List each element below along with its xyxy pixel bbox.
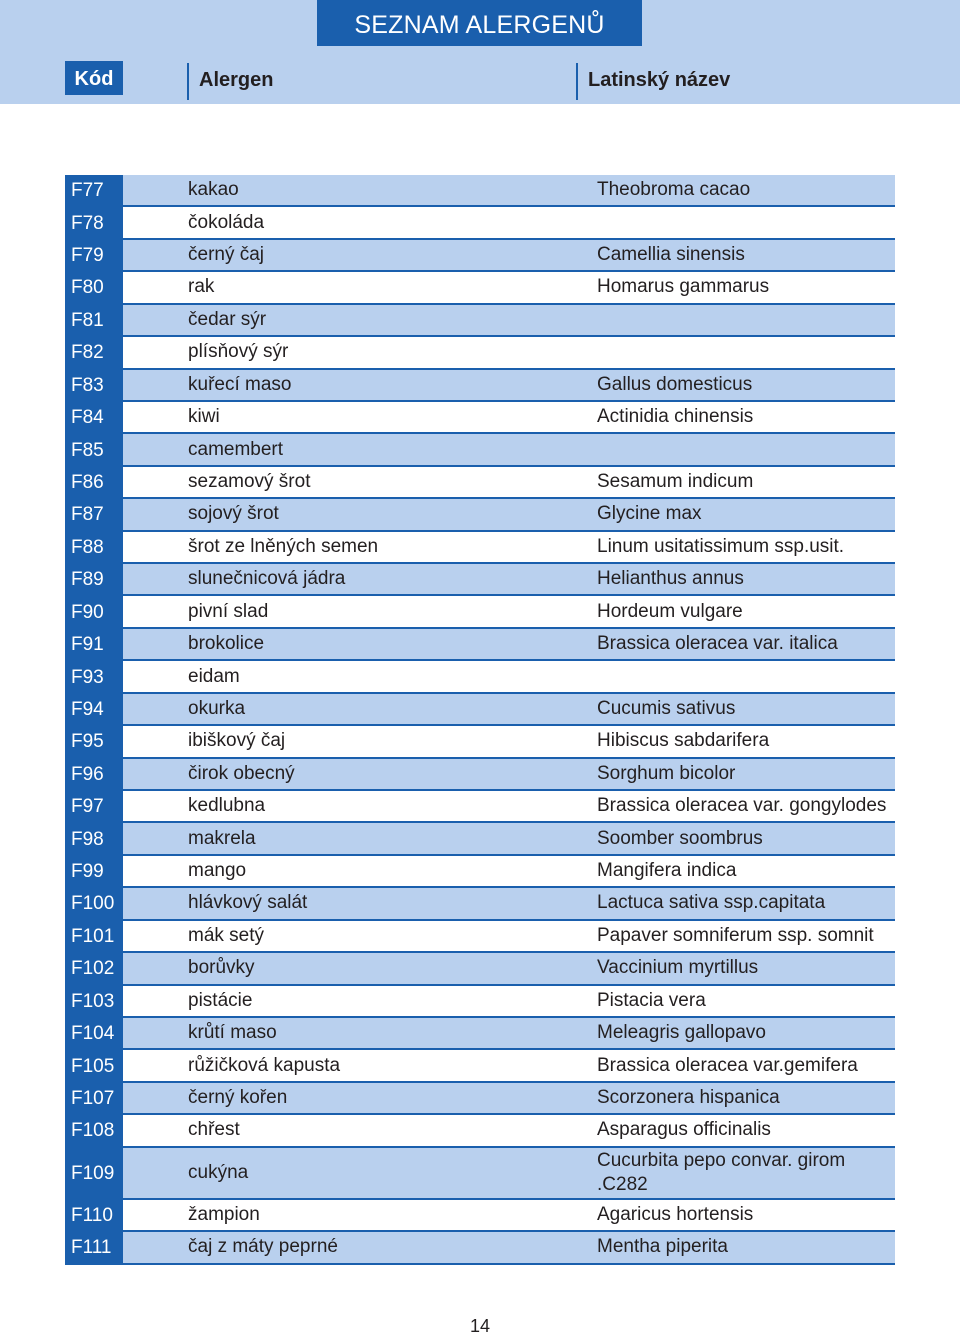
table-row xyxy=(65,629,895,661)
latin-name: Scorzonera hispanica xyxy=(597,1087,780,1109)
table-row xyxy=(65,370,895,402)
table-row xyxy=(65,467,895,499)
page-number: 14 xyxy=(469,1316,491,1336)
table-row xyxy=(65,726,895,758)
allergen-code: F103 xyxy=(65,986,123,1018)
latin-name: Glycine max xyxy=(597,503,702,525)
table-row xyxy=(65,337,895,369)
allergen-name: sezamový šrot xyxy=(188,471,311,492)
allergen-name: čirok obecný xyxy=(188,762,295,784)
allergen-name: růžičková kapusta xyxy=(188,1054,341,1076)
latin-name: Meleagris gallopavo xyxy=(597,1022,766,1044)
allergen-code: F88 xyxy=(65,532,123,564)
latin-name: Pistacia vera xyxy=(597,989,706,1011)
allergen-table xyxy=(65,175,895,1265)
table-row xyxy=(65,759,895,791)
allergen-name: brokolice xyxy=(188,633,265,655)
table-row xyxy=(65,953,895,985)
column-header-latin: Latinský název xyxy=(588,69,731,91)
allergen-code: F111 xyxy=(65,1232,123,1264)
latin-name: Theobroma cacao xyxy=(597,179,751,201)
latin-name: Gallus domesticus xyxy=(597,373,753,395)
latin-name: Asparagus officinalis xyxy=(597,1119,771,1141)
allergen-name: chřest xyxy=(188,1119,240,1141)
allergen-code: F104 xyxy=(65,1018,123,1050)
page-title: SEZNAM ALERGENŮ xyxy=(317,0,642,46)
table-row xyxy=(65,499,895,531)
allergen-code: F77 xyxy=(65,175,123,207)
latin-name: Soomber soombrus xyxy=(597,827,763,849)
table-row xyxy=(65,661,895,693)
allergen-name: cukýna xyxy=(188,1161,249,1183)
table-row xyxy=(65,532,895,564)
allergen-name: mák setý xyxy=(188,924,265,946)
table-row xyxy=(65,207,895,239)
allergen-code: F82 xyxy=(65,337,123,369)
allergen-code: F95 xyxy=(65,726,123,758)
table-row xyxy=(65,1115,895,1147)
allergen-code: F79 xyxy=(65,240,123,272)
latin-name: Brassica oleracea var.gemifera xyxy=(597,1054,858,1076)
latin-name: Sorghum bicolor xyxy=(597,762,736,784)
allergen-name: kuřecí maso xyxy=(188,373,292,395)
latin-name: Sesamum indicum xyxy=(597,471,754,492)
latin-name xyxy=(597,661,897,691)
allergen-name: eidam xyxy=(188,665,240,687)
allergen-code: F107 xyxy=(65,1083,123,1115)
allergen-code: F108 xyxy=(65,1115,123,1147)
allergen-name: krůtí maso xyxy=(188,1022,277,1044)
allergen-code: F99 xyxy=(65,856,123,888)
allergen-name: čedar sýr xyxy=(188,308,267,330)
table-row xyxy=(65,305,895,337)
allergen-code: F94 xyxy=(65,694,123,726)
table-row xyxy=(65,1148,895,1200)
allergen-code: F78 xyxy=(65,207,123,239)
latin-name xyxy=(597,434,897,464)
table-row xyxy=(65,272,895,304)
allergen-code: F86 xyxy=(65,467,123,499)
allergen-name: žampion xyxy=(188,1203,260,1225)
column-divider xyxy=(576,63,578,100)
allergen-name: slunečnicová jádra xyxy=(188,568,346,590)
allergen-code: F90 xyxy=(65,596,123,628)
allergen-name: borůvky xyxy=(188,957,255,979)
allergen-name: rak xyxy=(188,276,215,298)
table-row xyxy=(65,791,895,823)
allergen-name: okurka xyxy=(188,697,246,719)
latin-name: Cucurbita pepo convar. girom .C282 xyxy=(597,1149,846,1195)
allergen-name: sojový šrot xyxy=(188,503,279,525)
allergen-code: F85 xyxy=(65,434,123,466)
latin-name: Mangifera indica xyxy=(597,860,737,882)
allergen-code: F83 xyxy=(65,370,123,402)
allergen-code: F105 xyxy=(65,1050,123,1082)
table-row xyxy=(65,596,895,628)
allergen-code: F80 xyxy=(65,272,123,304)
allergen-name: makrela xyxy=(188,827,256,849)
table-row xyxy=(65,888,895,920)
latin-name: Papaver somniferum ssp. somnit xyxy=(597,924,874,946)
table-row xyxy=(65,694,895,726)
allergen-code: F102 xyxy=(65,953,123,985)
allergen-code: F100 xyxy=(65,888,123,920)
allergen-name: hlávkový salát xyxy=(188,892,308,914)
allergen-code: F97 xyxy=(65,791,123,823)
column-divider xyxy=(187,63,189,100)
table-row xyxy=(65,921,895,953)
allergen-name: kakao xyxy=(188,179,239,201)
allergen-name: mango xyxy=(188,860,247,882)
latin-name: Linum usitatissimum ssp.usit. xyxy=(597,535,845,557)
table-row xyxy=(65,402,895,434)
latin-name: Helianthus annus xyxy=(597,568,744,590)
latin-name: Brassica oleracea var. gongylodes xyxy=(597,795,887,817)
column-header-allergen: Alergen xyxy=(199,69,274,91)
latin-name: Vaccinium myrtillus xyxy=(597,957,759,979)
latin-name: Actinidia chinensis xyxy=(597,406,754,428)
latin-name xyxy=(597,207,897,237)
allergen-name: šrot ze lněných semen xyxy=(188,535,379,557)
table-row xyxy=(65,175,895,207)
latin-name: Mentha piperita xyxy=(597,1236,728,1258)
table-row xyxy=(65,1232,895,1264)
column-header-code: Kód xyxy=(65,61,123,95)
table-row xyxy=(65,240,895,272)
allergen-code: F89 xyxy=(65,564,123,596)
latin-name xyxy=(597,337,897,367)
allergen-name: plísňový sýr xyxy=(188,341,289,363)
allergen-name: černý čaj xyxy=(188,244,265,266)
allergen-code: F101 xyxy=(65,921,123,953)
allergen-code: F91 xyxy=(65,629,123,661)
allergen-name: čaj z máty peprné xyxy=(188,1236,338,1258)
allergen-code: F96 xyxy=(65,759,123,791)
allergen-code: F87 xyxy=(65,499,123,531)
allergen-name: camembert xyxy=(188,438,284,460)
allergen-code: F84 xyxy=(65,402,123,434)
latin-name xyxy=(597,305,897,335)
table-row xyxy=(65,434,895,466)
table-row xyxy=(65,856,895,888)
table-row xyxy=(65,823,895,855)
allergen-name: ibiškový čaj xyxy=(188,730,286,752)
allergen-name: kedlubna xyxy=(188,795,266,817)
table-row xyxy=(65,1083,895,1115)
allergen-name: černý kořen xyxy=(188,1087,288,1109)
allergen-code: F81 xyxy=(65,305,123,337)
table-row xyxy=(65,1050,895,1082)
table-row xyxy=(65,986,895,1018)
latin-name: Agaricus hortensis xyxy=(597,1203,754,1225)
allergen-name: pistácie xyxy=(188,989,253,1011)
latin-name: Lactuca sativa ssp.capitata xyxy=(597,892,826,914)
allergen-name: čokoláda xyxy=(188,211,265,233)
allergen-name: pivní slad xyxy=(188,600,269,622)
allergen-name: kiwi xyxy=(188,406,220,428)
latin-name: Hibiscus sabdarifera xyxy=(597,730,770,752)
table-row xyxy=(65,564,895,596)
latin-name: Cucumis sativus xyxy=(597,697,736,719)
table-row xyxy=(65,1018,895,1050)
allergen-code: F109 xyxy=(65,1148,123,1200)
latin-name: Hordeum vulgare xyxy=(597,600,743,622)
allergen-code: F98 xyxy=(65,823,123,855)
latin-name: Brassica oleracea var. italica xyxy=(597,633,838,655)
allergen-code: F110 xyxy=(65,1200,123,1232)
latin-name: Camellia sinensis xyxy=(597,244,745,266)
allergen-code: F93 xyxy=(65,661,123,693)
latin-name: Homarus gammarus xyxy=(597,276,770,298)
table-row xyxy=(65,1200,895,1232)
